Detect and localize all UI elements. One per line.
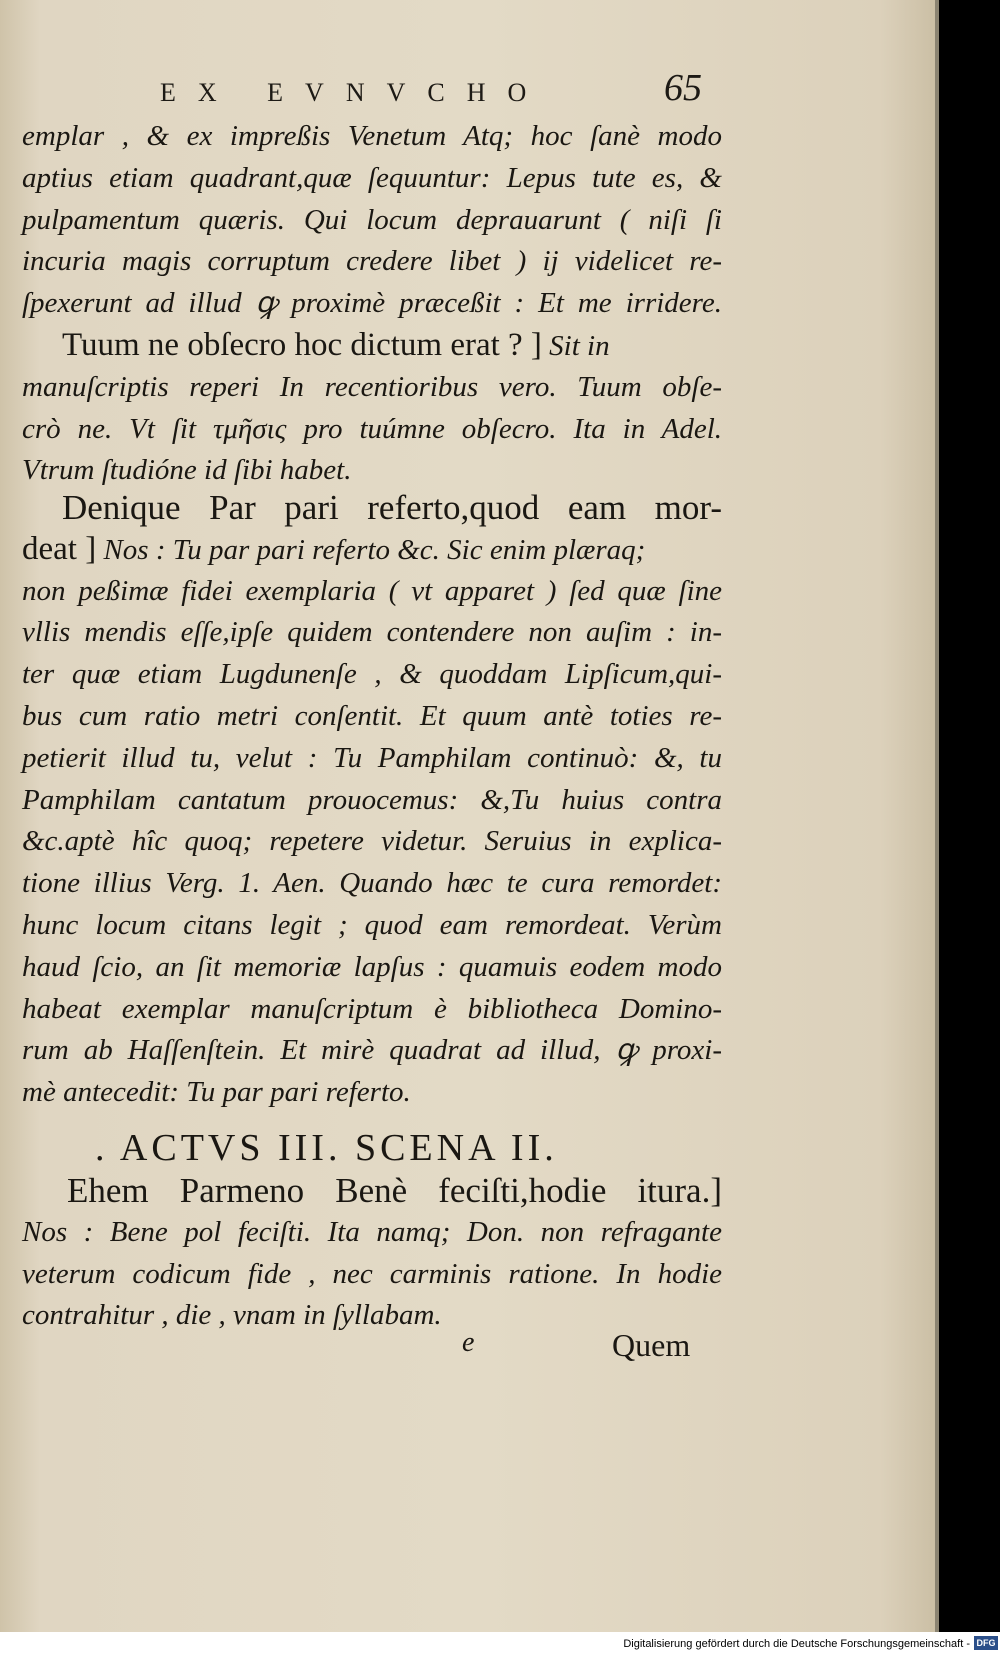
text-block-2 <box>22 325 722 492</box>
footer-bar <box>0 1632 1000 1656</box>
text-line: emplar , & ex impreßis Venetum Atq; hoc ſanè modo <box>22 120 722 152</box>
text-line: pulpamentum quæris. Qui locum deprauarunt ( niſi ſi <box>22 203 722 236</box>
page-number: 65 <box>664 67 702 109</box>
text-line: manuſcriptis reperi In recentioribus vero. Tuum obſe- <box>22 370 722 403</box>
text-line: ter quæ etiam Lugdunenſe , & quoddam Lipſicum,qui- <box>22 658 722 691</box>
text-line: haud ſcio, an ſit memoriæ lapſus : quamuis eodem modo <box>22 950 722 983</box>
text-line: incuria magis corruptum credere libet ) ij videlicet re- <box>22 245 722 278</box>
running-head: EX EVNVCHO <box>160 78 549 107</box>
commentary: Nos : Tu par pari referto &c. Sic enim plæraq; <box>103 533 646 566</box>
signature-mark: e <box>462 1327 475 1358</box>
text-line: Pamphilam cantatum prouocemus: &,Tu huius contra <box>22 783 722 816</box>
text-line: Vtrum ſtudióne id ſibi habet. <box>22 454 352 487</box>
lemma-line <box>22 487 722 529</box>
lemma: Tuum ne obſecro hoc dictum erat ? ] <box>62 327 542 363</box>
text-line: contrahitur , die , vnam in ſyllabam. <box>22 1299 442 1332</box>
text-block-3 <box>22 487 722 1114</box>
text-line: petierit illud tu, velut : Tu Pamphilam continuò: &, tu <box>22 741 722 774</box>
text-line: bus cum ratio metri conſentit. Et quum antè toties re- <box>22 699 722 732</box>
text-line: Nos : Bene pol feciſti. Ita namq; Don. non refragante <box>22 1215 722 1248</box>
funding-notice: Digitalisierung gefördert durch die Deutsche Forschungsgemeinschaft - <box>623 1638 970 1650</box>
text-block-4 <box>22 1170 722 1337</box>
page-edge <box>935 0 939 1632</box>
lemma: Denique Par pari referto,quod eam mor- <box>62 488 722 527</box>
text-block-1 <box>22 116 722 325</box>
lemma-line <box>22 1170 722 1212</box>
text-line: vllis mendis eſſe,ipſe quidem contendere non auſim : in- <box>22 616 722 649</box>
lemma-line <box>22 325 722 367</box>
section-heading: . ACTVS III. SCENA II. <box>95 1127 558 1169</box>
text-line: hunc locum citans legit ; quod eam remordeat. Verùm <box>22 908 722 941</box>
text-line: crò ne. Vt ſit τμῆσις pro tuúmne obſecro. Ita in Adel. <box>22 412 722 445</box>
dfg-logo-icon: DFG <box>974 1636 998 1650</box>
text-line: mè antecedit: Tu par pari referto. <box>22 1076 411 1109</box>
catchword: Quem <box>612 1327 691 1363</box>
text-line: non peßimæ fidei exemplaria ( vt apparet ) ſed quæ ſine <box>22 574 722 607</box>
lemma-line <box>22 529 722 571</box>
text-line: rum ab Haſſenſtein. Et mirè quadrat ad illud, ꝙ proxi- <box>22 1034 722 1067</box>
lemma: Ehem Parmeno Benè feciſti,hodie itura.] <box>67 1171 722 1210</box>
text-line: aptius etiam quadrant,quæ ſequuntur: Lepus tute es, & <box>22 161 722 194</box>
lemma: deat ] <box>22 530 97 567</box>
commentary: Sit in <box>549 330 610 362</box>
text-line: habeat exemplar manuſcriptum è bibliotheca Domino- <box>22 992 722 1025</box>
text-line: ſpexerunt ad illud ꝙ proximè præceßit : Et me irridere. <box>22 287 722 320</box>
text-line: veterum codicum fide , nec carminis ratione. In hodie <box>22 1257 722 1290</box>
text-line: &c.aptè hîc quoq; repetere videtur. Seruius in explica- <box>22 825 722 858</box>
text-line: tione illius Verg. 1. Aen. Quando hæc te cura remordet: <box>22 867 722 900</box>
